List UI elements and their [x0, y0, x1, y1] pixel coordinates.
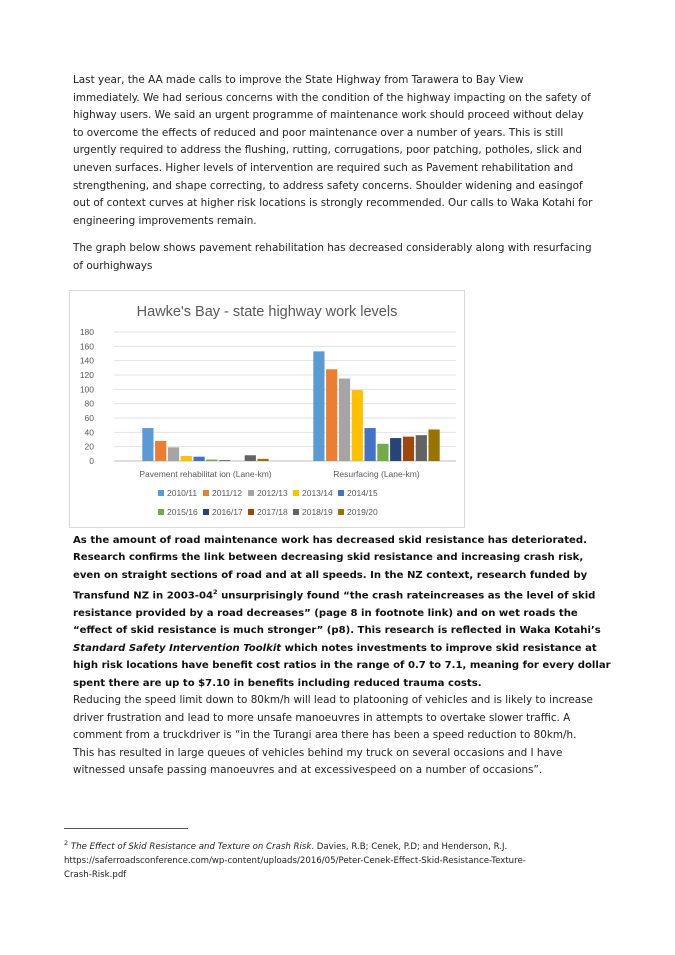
legend-label: 2012/13: [257, 488, 288, 498]
chart-title: Hawke's Bay - state highway work levels: [136, 304, 398, 320]
paragraph-highway-calls: Last year, the AA made calls to improve the State Highway from Tarawera to Bay View immediately. We had serious concerns with the condition of the highway impacting on the safety of highway users. We said an urgent programme of maintenance work should proceed without delay to overcome the effects of reduced and poor maintenance over a number of years. This is still urgently required to address the flushing, rutting, corrugations, poor patching, potholes, slick and uneven surfaces. Higher levels of intervention are required such as Pavement rehabilitation and strengthening, and shape correcting, to address safety concerns. Shoulder widening and easingof out of context curves at higher risk locations is strongly recommended. Our calls to Waka Kotahi for engineering improvements remain.: [73, 74, 593, 227]
bar: [155, 441, 166, 461]
bar: [245, 455, 256, 461]
footnote-number: 2: [64, 839, 69, 847]
legend-label: 2017/18: [257, 507, 288, 517]
legend-swatch: [203, 490, 209, 496]
bar: [168, 447, 179, 461]
skid-text-a: As the amount of road maintenance work has decreased skid resistance has deteriorated. Research confirms the link between decreasing skid resistance and increasing crash risk, even on straight sections of road and at all speeds. In the NZ context, research funded by Transfund NZ in 2003-04: [73, 535, 588, 602]
bar: [219, 460, 230, 461]
bar: [258, 459, 269, 461]
bar: [377, 444, 388, 461]
x-category-label: Resurfacing (Lane-km): [333, 469, 420, 479]
legend-label: 2018/19: [302, 507, 333, 517]
legend-swatch: [338, 490, 344, 496]
footnote-separator: [64, 828, 188, 829]
work-levels-chart: [69, 290, 465, 528]
paragraph-graph-intro: The graph below shows pavement rehabilitation has decreased considerably along with resurfacing of ourhighways: [73, 242, 592, 272]
legend-swatch: [293, 490, 299, 496]
bar: [194, 457, 205, 461]
y-tick-label: 60: [84, 413, 94, 423]
legend-swatch: [293, 509, 299, 515]
y-tick-label: 120: [79, 370, 94, 380]
toolkit-title: Standard Safety Intervention Toolkit: [73, 642, 282, 654]
bar: [416, 435, 427, 461]
legend-label: 2014/15: [347, 488, 378, 498]
legend-swatch: [338, 509, 344, 515]
footnote-url: https://saferroadsconference.com/wp-content/uploads/2016/05/Peter-Cenek-Effect-Skid-Resistance-Texture-Crash-Risk.pdf: [64, 855, 526, 880]
y-tick-label: 20: [84, 441, 94, 452]
footnote-ref: 2: [213, 588, 218, 597]
chart-svg: [70, 291, 464, 527]
legend-label: 2019/20: [347, 507, 378, 517]
bar: [326, 369, 337, 461]
y-tick-label: 40: [84, 427, 94, 438]
paragraph-speed-limit: Reducing the speed limit down to 80km/h will lead to platooning of vehicles and is likely to increase driver frustration and lead to more unsafe manoeuvres in attempts to overtake slower traffic. A comment from a truckdriver is “in the Turangi area there has been a speed reduction to 80km/h. This has resulted in large queues of vehicles behind my truck on several occasions and I have witnessed unsafe passing manoeuvres and at excessivespeed on a number of occasions”.: [73, 694, 593, 777]
bar: [313, 351, 324, 461]
legend-swatch: [203, 509, 209, 515]
legend-swatch: [158, 509, 164, 515]
bar: [142, 428, 153, 461]
footnote-title: The Effect of Skid Resistance and Texture on Crash Risk: [70, 841, 312, 852]
footnote-authors: . Davies, R.B; Cenek, P.D; and Henderson, R.J.: [311, 841, 508, 852]
bar: [429, 429, 440, 461]
bar: [365, 428, 376, 461]
y-tick-label: 0: [89, 456, 94, 466]
legend-label: 2015/16: [167, 507, 198, 517]
y-tick-label: 160: [79, 341, 94, 352]
y-tick-label: 180: [79, 327, 94, 337]
y-tick-label: 80: [84, 398, 94, 409]
bar: [390, 438, 401, 461]
legend-swatch: [248, 509, 254, 515]
bar: [206, 460, 217, 461]
skid-text-c: which notes investments to improve skid resistance at high risk locations have benefit cost ratios in the range of 0.7 to 7.1, meaning for every dollar spent there are up to $7.10 in benefits including reduced trauma costs.: [73, 642, 611, 689]
bar: [181, 456, 192, 461]
y-tick-label: 140: [79, 355, 94, 366]
legend-label: 2016/17: [212, 507, 243, 517]
legend-label: 2011/12: [212, 488, 243, 498]
bar: [339, 379, 350, 461]
bar: [403, 437, 414, 461]
bar: [352, 390, 363, 461]
y-tick-label: 100: [79, 384, 94, 395]
legend-swatch: [248, 490, 254, 496]
legend-label: 2013/14: [302, 488, 333, 498]
x-category-label: Pavement rehabilitat ion (Lane-km): [139, 469, 272, 479]
legend-swatch: [158, 490, 164, 496]
legend-label: 2010/11: [167, 488, 198, 498]
paragraph-skid-resistance: [73, 532, 613, 692]
skid-text-b: unsurprisingly found “the crash rateincreases as the level of skid resistance provided by a road decreases” (page 8 in footnote link) and on wet roads the “effect of skid resistance is much stronger” (p8). This research is reflected in Waka Kotahi’s: [73, 590, 601, 637]
footnote: [64, 836, 544, 882]
